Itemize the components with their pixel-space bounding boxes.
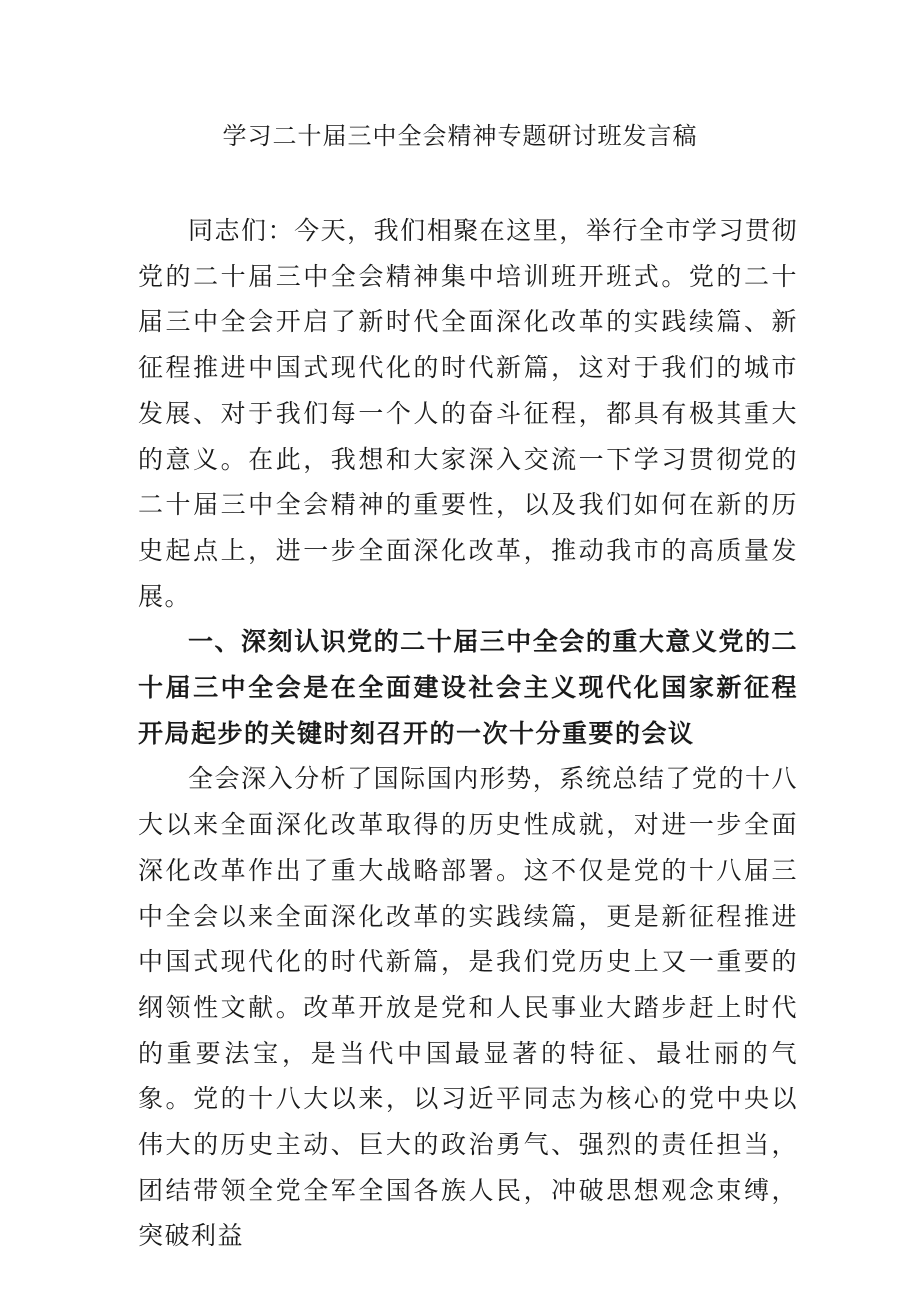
document-title: 学习二十届三中全会精神专题研讨班发言稿	[222, 122, 698, 150]
paragraph-opening: 同志们：今天，我们相聚在这里，举行全市学习贯彻党的二十届三中全会精神集中培训班开班式。党的二十届三中全会开启了新时代全面深化改革的实践续篇、新征程推进中国式现代化的时代新篇，这对于我们的城市发展、对于我们每一个人的奋斗征程，都具有极其重大的意义。在此，我想和大家深入交流一下学习贯彻党的二十届三中全会精神的重要性，以及我们如何在新的历史起点上，进一步全面深化改革，推动我市的高质量发展。	[138, 216, 798, 611]
paragraph-section-1: 全会深入分析了国际国内形势，系统总结了党的十八大以来全面深化改革取得的历史性成就，对进一步全面深化改革作出了重大战略部署。这不仅是党的十八届三中全会以来全面深化改革的实践续篇，更是新征程推进中国式现代化的时代新篇，是我们党历史上又一重要的纲领性文献。改革开放是党和人民事业大踏步赶上时代的重要法宝，是当代中国最显著的特征、最壮丽的气象。党的十八大以来，以习近平同志为核心的党中央以伟大的历史主动、巨大的政治勇气、强烈的责任担当，团结带领全党全军全国各族人民，冲破思想观念束缚，突破利益	[138, 764, 798, 1251]
document-body	[138, 208, 798, 1259]
section-heading-1: 一、深刻认识党的二十届三中全会的重大意义党的二十届三中全会是在全面建设社会主义现代化国家新征程开局起步的关键时刻召开的一次十分重要的会议	[138, 627, 798, 748]
